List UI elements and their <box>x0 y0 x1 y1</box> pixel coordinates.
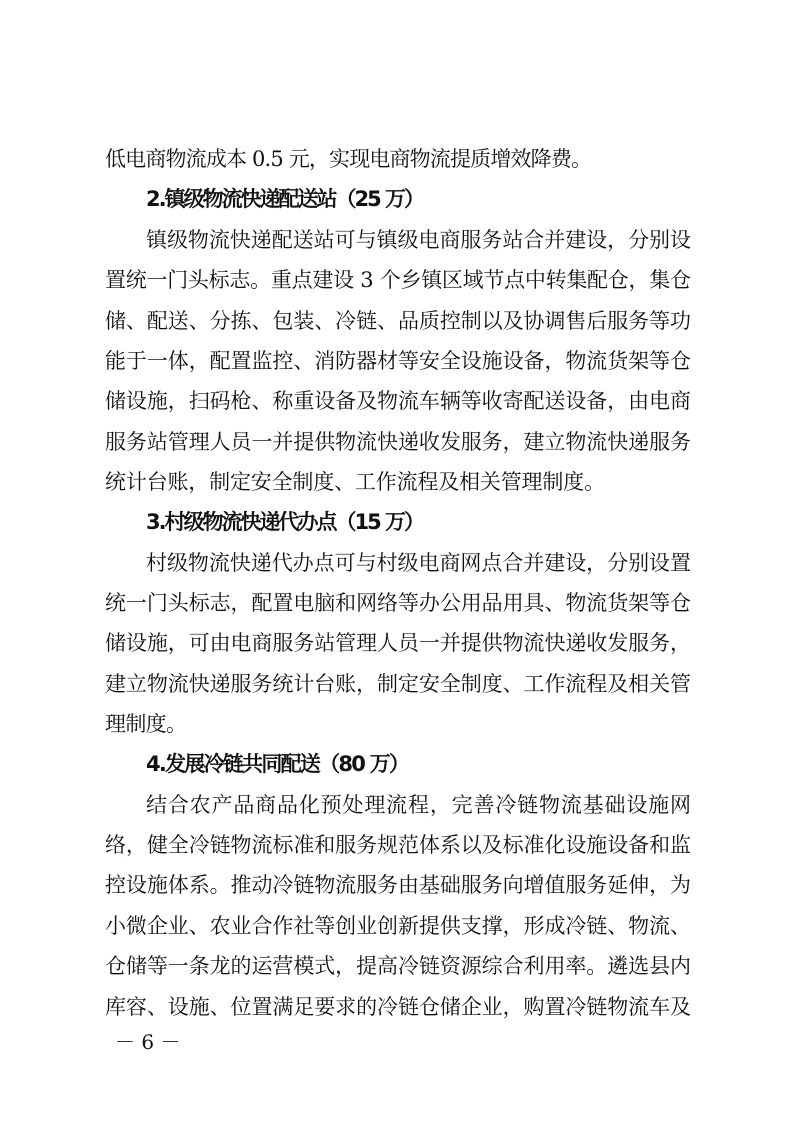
paragraph-line <box>0 991 793 1023</box>
paragraph-line-text: 小微企业、农业合作社等创业创新提供支撑，形成冷链、物流、 <box>105 914 691 938</box>
paragraph-line-text: 理制度。 <box>105 712 187 736</box>
paragraph-line-text: 能于一体，配置监控、消防器材等安全设施设备，物流货架等仓 <box>105 349 691 373</box>
paragraph-line-text: 服务站管理人员一并提供物流快递收发服务，建立物流快递服务 <box>105 430 691 454</box>
paragraph-line-text: 低电商物流成本 0.5 元，实现电商物流提质增效降费。 <box>105 147 592 171</box>
paragraph-line <box>0 264 793 296</box>
paragraph-line <box>0 869 793 901</box>
paragraph-line <box>0 547 793 579</box>
section-heading <box>0 506 793 538</box>
paragraph-line <box>0 426 793 458</box>
page-number <box>0 1026 793 1058</box>
paragraph-line <box>0 305 793 337</box>
paragraph-line-text: 储设施，扫码枪、称重设备及物流车辆等收寄配送设备，由电商 <box>105 389 691 413</box>
paragraph-line <box>0 789 793 821</box>
section-heading-text: 2.镇级物流快递配送站（25 万） <box>146 187 423 211</box>
paragraph-line <box>0 627 793 659</box>
paragraph-line <box>0 910 793 942</box>
paragraph-line-text: 村级物流快递代办点可与村级电商网点合并建设，分别设置 <box>146 551 691 575</box>
paragraph-line <box>0 466 793 498</box>
paragraph-line <box>0 224 793 256</box>
paragraph-line-text: 库容、设施、位置满足要求的冷链仓储企业，购置冷链物流车及 <box>105 995 691 1019</box>
paragraph-line-text: 镇级物流快递配送站可与镇级电商服务站合并建设，分别设 <box>146 228 691 252</box>
paragraph-line-text: 统计台账，制定安全制度、工作流程及相关管理制度。 <box>105 470 605 494</box>
section-heading-text: 4.发展冷链共同配送（80 万） <box>146 752 409 776</box>
paragraph-line <box>0 950 793 982</box>
paragraph-line-text: 置统一门头标志。重点建设 3 个乡镇区域节点中转集配仓，集仓 <box>105 268 691 292</box>
paragraph-line-text: 储、配送、分拣、包装、冷链、品质控制以及协调售后服务等功 <box>105 309 691 333</box>
paragraph-line-text: 仓储等一条龙的运营模式，提高冷链资源综合利用率。遴选县内 <box>105 954 691 978</box>
paragraph-line <box>0 708 793 740</box>
paragraph-line-text: 控设施体系。推动冷链物流服务由基础服务向增值服务延伸，为 <box>105 873 691 897</box>
section-heading-text: 3.村级物流快递代办点（15 万） <box>146 510 423 534</box>
section-heading <box>0 183 793 215</box>
paragraph-line <box>0 143 793 175</box>
paragraph-line <box>0 345 793 377</box>
paragraph-line-text: 统一门头标志，配置电脑和网络等办公用品用具、物流货架等仓 <box>105 591 691 615</box>
paragraph-line <box>0 829 793 861</box>
paragraph-line-text: 结合农产品商品化预处理流程，完善冷链物流基础设施网 <box>146 793 692 817</box>
section-heading <box>0 748 793 780</box>
paragraph-line <box>0 385 793 417</box>
paragraph-line <box>0 587 793 619</box>
paragraph-line-text: 络，健全冷链物流标准和服务规范体系以及标准化设施设备和监 <box>105 833 691 857</box>
paragraph-line-text: 建立物流快递服务统计台账，制定安全制度、工作流程及相关管 <box>105 672 691 696</box>
paragraph-line-text: 储设施，可由电商服务站管理人员一并提供物流快递收发服务， <box>105 631 691 655</box>
paragraph-line <box>0 668 793 700</box>
page-number-text: － 6 － <box>115 1030 181 1054</box>
